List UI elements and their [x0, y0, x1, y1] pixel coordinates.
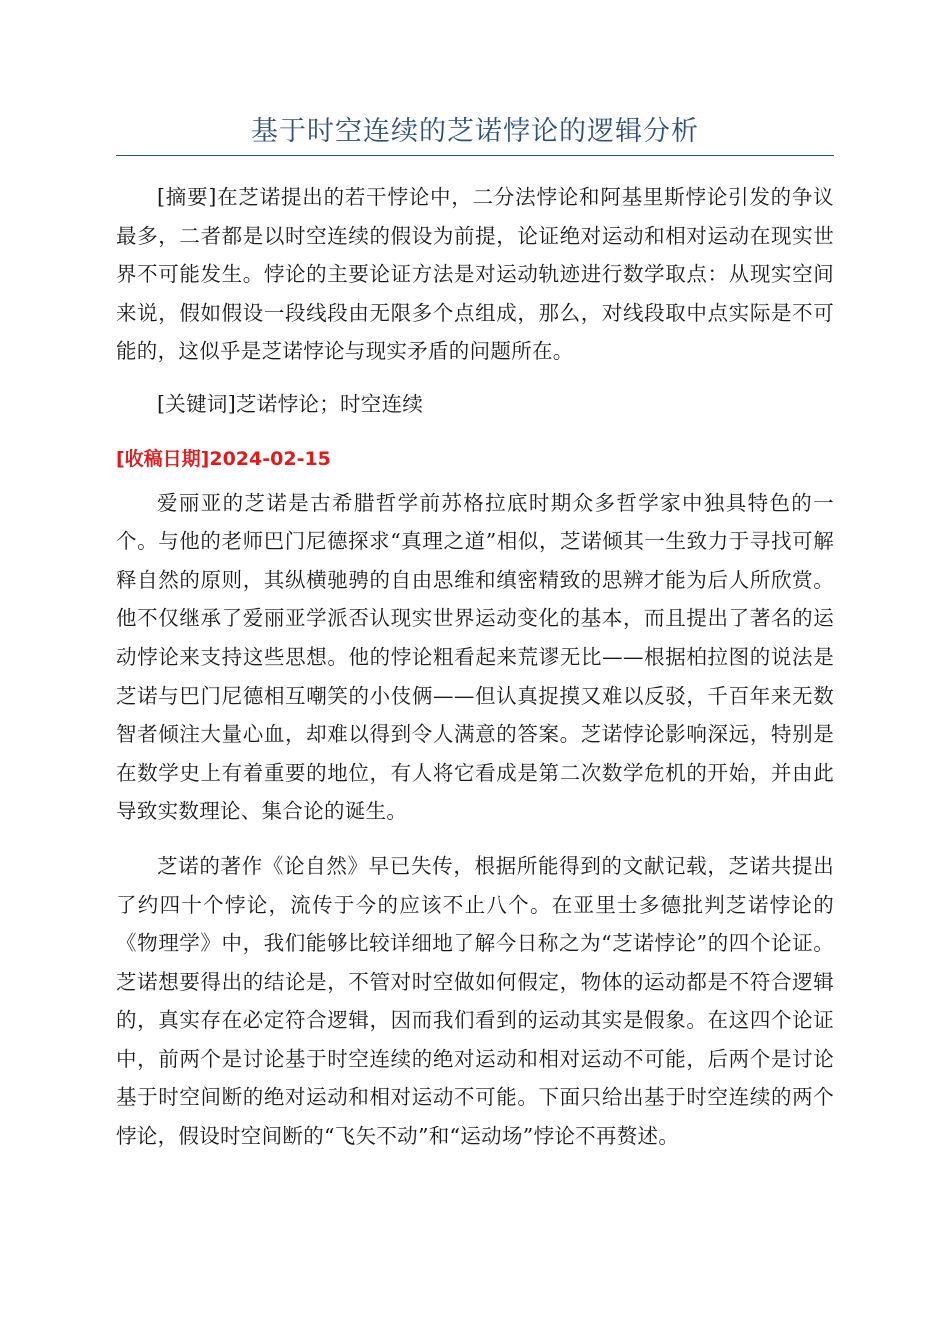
abstract-paragraph: [摘要]在芝诺提出的若干悖论中，二分法悖论和阿基里斯悖论引发的争议最多，二者都是以时空连续的假设为前提，论证绝对运动和相对运动在现实世界不可能发生。悖论的主要论证方法是对运动轨迹进行数学取点：从现实空间来说，假如假设一段线段由无限多个点组成，那么，对线段取中点实际是不可能的，这似乎是芝诺悖论与现实矛盾的问题所在。 [116, 185, 834, 364]
document-title: 基于时空连续的芝诺悖论的逻辑分析 [116, 112, 834, 156]
body-paragraph-intro: 爱丽亚的芝诺是古希腊哲学前苏格拉底时期众多哲学家中独具特色的一个。与他的老师巴门尼德探求“真理之道”相似，芝诺倾其一生致力于寻找可解释自然的原则，其纵横驰骋的自由思维和缜密精致的思辨才能为后人所欣赏。他不仅继承了爱丽亚学派否认现实世界运动变化的基本，而且提出了著名的运动悖论来支持这些思想。他的悖论粗看起来荒谬无比——根据柏拉图的说法是芝诺与巴门尼德相互嘲笑的小伎俩——但认真捉摸又难以反驳，千百年来无数智者倾注大量心血，却难以得到令人满意的答案。芝诺悖论影响深远，特别是在数学史上有着重要的地位，有人将它看成是第二次数学危机的开始，并由此导致实数理论、集合论的诞生。 [116, 490, 834, 824]
document-page [116, 112, 834, 1156]
body-paragraph-works: 芝诺的著作《论自然》早已失传，根据所能得到的文献记载，芝诺共提出了约四十个悖论，流传于今的应该不止八个。在亚里士多德批判芝诺悖论的《物理学》中，我们能够比较详细地了解今日称之为“芝诺悖论”的四个论证。芝诺想要得出的结论是，不管对时空做如何假定，物体的运动都是不符合逻辑的，真实存在必定符合逻辑，因而我们看到的运动其实是假象。在这四个论证中，前两个是讨论基于时空连续的绝对运动和相对运动不可能，后两个是讨论基于时空间断的绝对运动和相对运动不可能。下面只给出基于时空连续的两个悖论，假设时空间断的“飞矢不动”和“运动场”悖论不再赘述。 [116, 853, 834, 1149]
received-date: [收稿日期]2024-02-15 [116, 447, 331, 470]
keywords-line: [关键词]芝诺悖论；时空连续 [157, 391, 424, 416]
